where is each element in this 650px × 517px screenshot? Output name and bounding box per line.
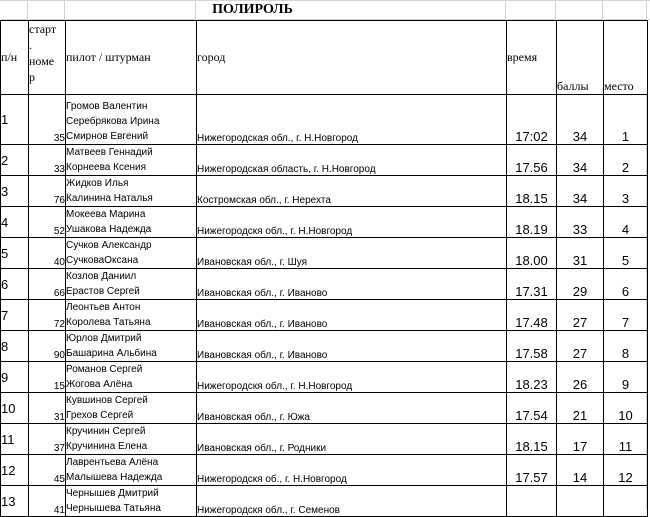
crew-member: Леонтьев Антон <box>66 300 196 315</box>
crew-names <box>66 238 197 269</box>
city: Нижегородская обл., г. Н.Новгород <box>197 95 507 145</box>
start-number: 31 <box>29 393 66 424</box>
crew-names <box>66 145 197 176</box>
crew-names <box>66 331 197 362</box>
city: Ивановская обл., г. Иваново <box>197 300 507 331</box>
score: 34 <box>557 176 604 207</box>
place: 11 <box>604 424 648 455</box>
place: 1 <box>604 95 648 145</box>
table-row <box>1 424 650 455</box>
row-number: 2 <box>1 145 29 176</box>
score: 34 <box>557 95 604 145</box>
row-number: 1 <box>1 95 29 145</box>
city: Нижегородскя обл., г. Н.Новгород <box>197 207 507 238</box>
city: Нижегородская область, г. Н.Новгород <box>197 145 507 176</box>
time: 18.00 <box>507 238 557 269</box>
crew-member: Кручинина Елена <box>66 439 196 454</box>
crew-member: Лаврентьева Алёна <box>66 455 196 470</box>
city: Костромская обл., г. Нерехта <box>197 176 507 207</box>
score: 33 <box>557 207 604 238</box>
row-number: 7 <box>1 300 29 331</box>
crew-member: Корнеева Ксения <box>66 160 196 175</box>
crew-member: СучковаОксана <box>66 253 196 268</box>
crew-member: Калинина Наталья <box>66 191 196 206</box>
row-number: 4 <box>1 207 29 238</box>
start-number: 37 <box>29 424 66 455</box>
crew-member: Башарина Альбина <box>66 346 196 361</box>
table-row <box>1 207 650 238</box>
crew-names <box>66 207 197 238</box>
row-number: 10 <box>1 393 29 424</box>
results-table <box>0 20 650 517</box>
row-number: 11 <box>1 424 29 455</box>
crew-member: Мокеева Марина <box>66 207 196 222</box>
crew-member: Жидков Илья <box>66 176 196 191</box>
table-row <box>1 455 650 486</box>
crew-member: Козлов Даниил <box>66 269 196 284</box>
table-row <box>1 486 650 517</box>
start-number: 15 <box>29 362 66 393</box>
row-number: 8 <box>1 331 29 362</box>
time: 17.48 <box>507 300 557 331</box>
crew-names <box>66 362 197 393</box>
crew-member: Чернышева Татьяна <box>66 501 196 516</box>
start-number: 90 <box>29 331 66 362</box>
place: 5 <box>604 238 648 269</box>
crew-member: Сучков Александр <box>66 238 196 253</box>
time: 17.57 <box>507 455 557 486</box>
crew-member: Кувшинов Сергей <box>66 393 196 408</box>
crew-member: Жогова Алёна <box>66 377 196 392</box>
row-number: 9 <box>1 362 29 393</box>
score: 34 <box>557 145 604 176</box>
start-number: 45 <box>29 455 66 486</box>
header-row <box>1 21 650 95</box>
time: 17:02 <box>507 95 557 145</box>
start-number: 41 <box>29 486 66 517</box>
place: 7 <box>604 300 648 331</box>
place: 12 <box>604 455 648 486</box>
score: 26 <box>557 362 604 393</box>
time: 17.54 <box>507 393 557 424</box>
city: Ивановская обл., г. Иваново <box>197 331 507 362</box>
start-number: 72 <box>29 300 66 331</box>
score: 27 <box>557 331 604 362</box>
score <box>557 486 604 517</box>
header-place: место <box>604 21 648 95</box>
crew-names <box>66 393 197 424</box>
crew-names <box>66 95 197 145</box>
table-body <box>1 95 650 517</box>
start-number: 66 <box>29 269 66 300</box>
table-row <box>1 362 650 393</box>
place: 9 <box>604 362 648 393</box>
score: 14 <box>557 455 604 486</box>
table-row <box>1 331 650 362</box>
crew-member: Кручинин Сергей <box>66 424 196 439</box>
crew-member: Романов Сергей <box>66 362 196 377</box>
time: 18.19 <box>507 207 557 238</box>
crew-names <box>66 300 197 331</box>
crew-member: Малышева Надежда <box>66 470 196 485</box>
start-number: 33 <box>29 145 66 176</box>
row-number: 5 <box>1 238 29 269</box>
crew-member: Смирнов Евгений <box>66 129 196 144</box>
time: 17.31 <box>507 269 557 300</box>
city: Ивановская обл., г. Южа <box>197 393 507 424</box>
time <box>507 486 557 517</box>
place: 10 <box>604 393 648 424</box>
row-number: 13 <box>1 486 29 517</box>
city: Ивановская обл., г. Иваново <box>197 269 507 300</box>
header-crew: пилот / штурман <box>66 21 197 95</box>
table-row <box>1 176 650 207</box>
place: 6 <box>604 269 648 300</box>
time: 18.15 <box>507 424 557 455</box>
crew-member: Матвеев Геннадий <box>66 145 196 160</box>
place: 4 <box>604 207 648 238</box>
city: Ивановская обл., г. Шуя <box>197 238 507 269</box>
table-row <box>1 269 650 300</box>
crew-member: Грехов Сергей <box>66 408 196 423</box>
city: Ивановская обл., г. Родники <box>197 424 507 455</box>
crew-member: Чернышев Дмитрий <box>66 486 196 501</box>
score: 27 <box>557 300 604 331</box>
crew-names <box>66 486 197 517</box>
score: 29 <box>557 269 604 300</box>
score: 17 <box>557 424 604 455</box>
row-number: 3 <box>1 176 29 207</box>
time: 17.58 <box>507 331 557 362</box>
row-number: 6 <box>1 269 29 300</box>
start-number: 40 <box>29 238 66 269</box>
place: 8 <box>604 331 648 362</box>
time: 17.56 <box>507 145 557 176</box>
table-row <box>1 393 650 424</box>
start-number: 35 <box>29 95 66 145</box>
time: 18.23 <box>507 362 557 393</box>
header-score: баллы <box>557 21 604 95</box>
crew-member: Серебрякова Ирина <box>66 114 196 129</box>
table-title: ПОЛИРОЛЬ <box>0 2 505 18</box>
start-number: 76 <box>29 176 66 207</box>
place: 2 <box>604 145 648 176</box>
header-num: п/н <box>1 21 29 95</box>
place <box>604 486 648 517</box>
crew-member: Юрлов Дмитрий <box>66 331 196 346</box>
table-row <box>1 95 650 145</box>
table-row <box>1 300 650 331</box>
score: 31 <box>557 238 604 269</box>
crew-names <box>66 455 197 486</box>
start-number: 52 <box>29 207 66 238</box>
place: 3 <box>604 176 648 207</box>
header-start-number: старт . номе р <box>29 21 66 95</box>
crew-names <box>66 424 197 455</box>
city: Нижегородскя об., г. Н.Новгород <box>197 455 507 486</box>
row-number: 12 <box>1 455 29 486</box>
crew-member: Громов Валентин <box>66 99 196 114</box>
time: 18.15 <box>507 176 557 207</box>
city: Нижегородскя обл., г. Семенов <box>197 486 507 517</box>
table-row <box>1 238 650 269</box>
crew-names <box>66 269 197 300</box>
crew-names <box>66 176 197 207</box>
header-city: город <box>197 21 507 95</box>
city: Нижегородскя обл., г. Н.Новгород <box>197 362 507 393</box>
score: 21 <box>557 393 604 424</box>
crew-member: Королева Татьяна <box>66 315 196 330</box>
header-time: время <box>507 21 557 95</box>
table-row <box>1 145 650 176</box>
crew-member: Ерастов Сергей <box>66 284 196 299</box>
crew-member: Ушакова Надежда <box>66 222 196 237</box>
